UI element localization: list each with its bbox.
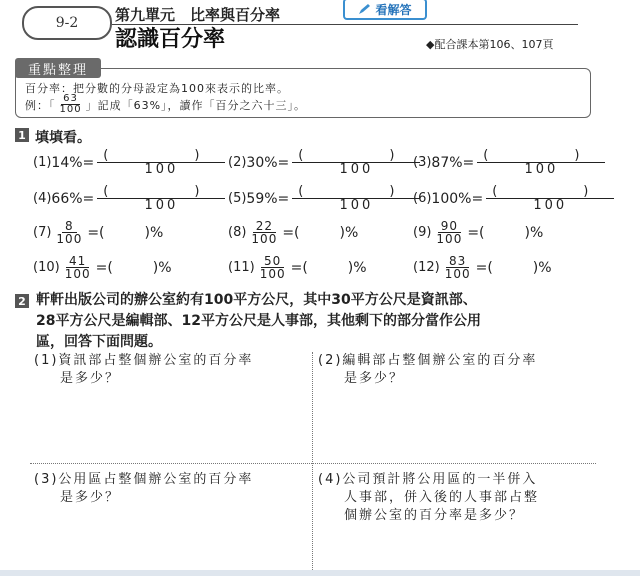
fraction-denominator: 100 xyxy=(144,162,179,177)
fraction-denominator: 100 xyxy=(56,232,83,246)
example-fraction xyxy=(58,94,84,115)
item-label: (12) xyxy=(413,260,440,275)
page-title: 認識百分率 xyxy=(115,27,226,52)
sub-question-3-line1: (3)公用區占整個辦公室的百分率 xyxy=(34,472,254,487)
item-label: (5) xyxy=(228,191,247,206)
sub-question-3-line2: 是多少？ xyxy=(60,490,121,505)
sub-question-4 xyxy=(318,471,539,525)
exercise-item-6 xyxy=(413,185,614,212)
sub-question-2-line2: 是多少？ xyxy=(344,371,405,386)
key-point-definition: 百分率：把分數的分母設定為100來表示的比率。 xyxy=(25,82,289,95)
item-percent: 87% xyxy=(431,154,463,171)
blank-fraction[interactable] xyxy=(486,185,614,212)
item-label: (7) xyxy=(33,225,52,240)
item-percent: 30% xyxy=(246,154,278,171)
fraction-denominator: 100 xyxy=(339,162,374,177)
blank-numerator: ( ) xyxy=(486,185,614,199)
item-label: (6) xyxy=(413,191,432,206)
blank-numerator: ( ) xyxy=(97,185,225,199)
fraction-numerator: 8 xyxy=(62,220,77,233)
fraction-numerator: 50 xyxy=(261,255,284,268)
sub-question-1 xyxy=(34,352,253,388)
equals-paren: =( xyxy=(95,259,113,276)
exercise-item-3 xyxy=(413,149,605,176)
percent-suffix: )% xyxy=(524,224,544,241)
sub-question-4-line2: 人事部，併入後的人事部占整 xyxy=(344,490,540,505)
exercise-item-12 xyxy=(413,255,552,280)
exercise-item-1 xyxy=(33,149,225,176)
sub-question-2 xyxy=(318,352,537,388)
equals-paren: =( xyxy=(475,259,493,276)
sub-question-4-line3: 個辦公室的百分率是多少？ xyxy=(344,508,525,523)
item-label: (10) xyxy=(33,260,60,275)
fraction-numerator: 41 xyxy=(66,255,89,268)
equals-paren: =( xyxy=(467,224,485,241)
fraction-denominator: 100 xyxy=(533,198,568,213)
blank-fraction[interactable] xyxy=(292,149,420,176)
section2-prompt-line3: 區，回答下面問題。 xyxy=(36,334,162,350)
sub-question-3 xyxy=(34,471,253,507)
blank-fraction[interactable] xyxy=(477,149,605,176)
unit-heading: 第九單元 比率與百分率 xyxy=(115,6,281,24)
item-label: (11) xyxy=(228,260,255,275)
fraction-denominator: 100 xyxy=(144,198,179,213)
item-label: (1) xyxy=(33,155,52,170)
exercise-item-7 xyxy=(33,220,163,245)
example-suffix: 」記成「63%」，讀作「百分之六十三」。 xyxy=(85,98,307,112)
section2-prompt-line2: 28平方公尺是編輯部、12平方公尺是人事部，其他剩下的部分當作公用 xyxy=(36,313,481,329)
section2-number: 2 xyxy=(15,294,29,308)
answer-grid-horizontal-divider xyxy=(30,463,596,464)
fraction-numerator: 90 xyxy=(438,220,461,233)
exercise-item-2 xyxy=(228,149,420,176)
key-points-tab: 重點整理 xyxy=(15,58,101,78)
given-fraction xyxy=(53,220,85,245)
given-fraction xyxy=(433,220,465,245)
equals-sign: = xyxy=(471,190,484,207)
blank-fraction[interactable] xyxy=(97,149,225,176)
equals-paren: =( xyxy=(290,259,308,276)
equals-paren: =( xyxy=(282,224,300,241)
percent-suffix: )% xyxy=(339,224,359,241)
fraction-denominator: 100 xyxy=(444,267,471,281)
item-percent: 59% xyxy=(246,190,278,207)
fraction-denominator: 100 xyxy=(251,232,278,246)
fraction-numerator: 22 xyxy=(253,220,276,233)
percent-suffix: )% xyxy=(152,259,172,276)
percent-suffix: )% xyxy=(347,259,367,276)
blank-fraction[interactable] xyxy=(292,185,420,212)
item-label: (3) xyxy=(413,155,432,170)
item-label: (8) xyxy=(228,225,247,240)
item-label: (2) xyxy=(228,155,247,170)
example-numerator: 63 xyxy=(63,93,78,104)
percent-suffix: )% xyxy=(144,224,164,241)
answer-grid-vertical-divider xyxy=(312,352,313,576)
blank-fraction[interactable] xyxy=(97,185,225,212)
exercise-item-5 xyxy=(228,185,420,212)
lesson-badge: 9-2 xyxy=(22,6,112,40)
sub-question-1-line1: (1)資訊部占整個辦公室的百分率 xyxy=(34,353,254,368)
section1-title: 填填看。 xyxy=(35,130,91,146)
section2-prompt-line1: 軒軒出版公司的辦公室約有100平方公尺，其中30平方公尺是資訊部、 xyxy=(36,292,477,308)
equals-sign: = xyxy=(462,154,475,171)
pencil-icon xyxy=(358,3,372,15)
example-prefix: 例：「 xyxy=(25,98,56,112)
fraction-numerator: 83 xyxy=(446,255,469,268)
sub-question-2-line1: (2)編輯部占整個辦公室的百分率 xyxy=(318,353,538,368)
sub-question-1-line2: 是多少？ xyxy=(60,371,121,386)
exercise-item-8 xyxy=(228,220,358,245)
key-point-example xyxy=(25,94,306,115)
bottom-scroll-strip xyxy=(0,570,640,576)
exercise-item-9 xyxy=(413,220,543,245)
exercise-item-10 xyxy=(33,255,172,280)
example-denominator: 100 xyxy=(59,104,82,115)
exercise-item-11 xyxy=(228,255,367,280)
fraction-denominator: 100 xyxy=(339,198,374,213)
sub-question-4-line1: (4)公司預計將公用區的一半併入 xyxy=(318,472,538,487)
fraction-denominator: 100 xyxy=(259,267,286,281)
fraction-denominator: 100 xyxy=(64,267,91,281)
fraction-denominator: 100 xyxy=(524,162,559,177)
section1-number: 1 xyxy=(15,128,29,142)
blank-numerator: ( ) xyxy=(97,149,225,163)
item-label: (9) xyxy=(413,225,432,240)
equals-sign: = xyxy=(82,154,95,171)
blank-numerator: ( ) xyxy=(292,185,420,199)
view-answers-label: 看解答 xyxy=(375,2,412,17)
textbook-page-reference: ◆配合課本第106、107頁 xyxy=(426,38,554,51)
blank-numerator: ( ) xyxy=(477,149,605,163)
fraction-denominator: 100 xyxy=(436,232,463,246)
blank-numerator: ( ) xyxy=(292,149,420,163)
equals-sign: = xyxy=(277,154,290,171)
exercise-item-4 xyxy=(33,185,225,212)
given-fraction xyxy=(62,255,94,280)
percent-suffix: )% xyxy=(532,259,552,276)
given-fraction xyxy=(442,255,474,280)
equals-sign: = xyxy=(277,190,290,207)
item-percent: 100% xyxy=(431,190,472,207)
equals-paren: =( xyxy=(87,224,105,241)
view-answers-button[interactable] xyxy=(343,0,427,20)
item-percent: 14% xyxy=(51,154,83,171)
equals-sign: = xyxy=(82,190,95,207)
item-label: (4) xyxy=(33,191,52,206)
given-fraction xyxy=(248,220,280,245)
item-percent: 66% xyxy=(51,190,83,207)
given-fraction xyxy=(257,255,289,280)
